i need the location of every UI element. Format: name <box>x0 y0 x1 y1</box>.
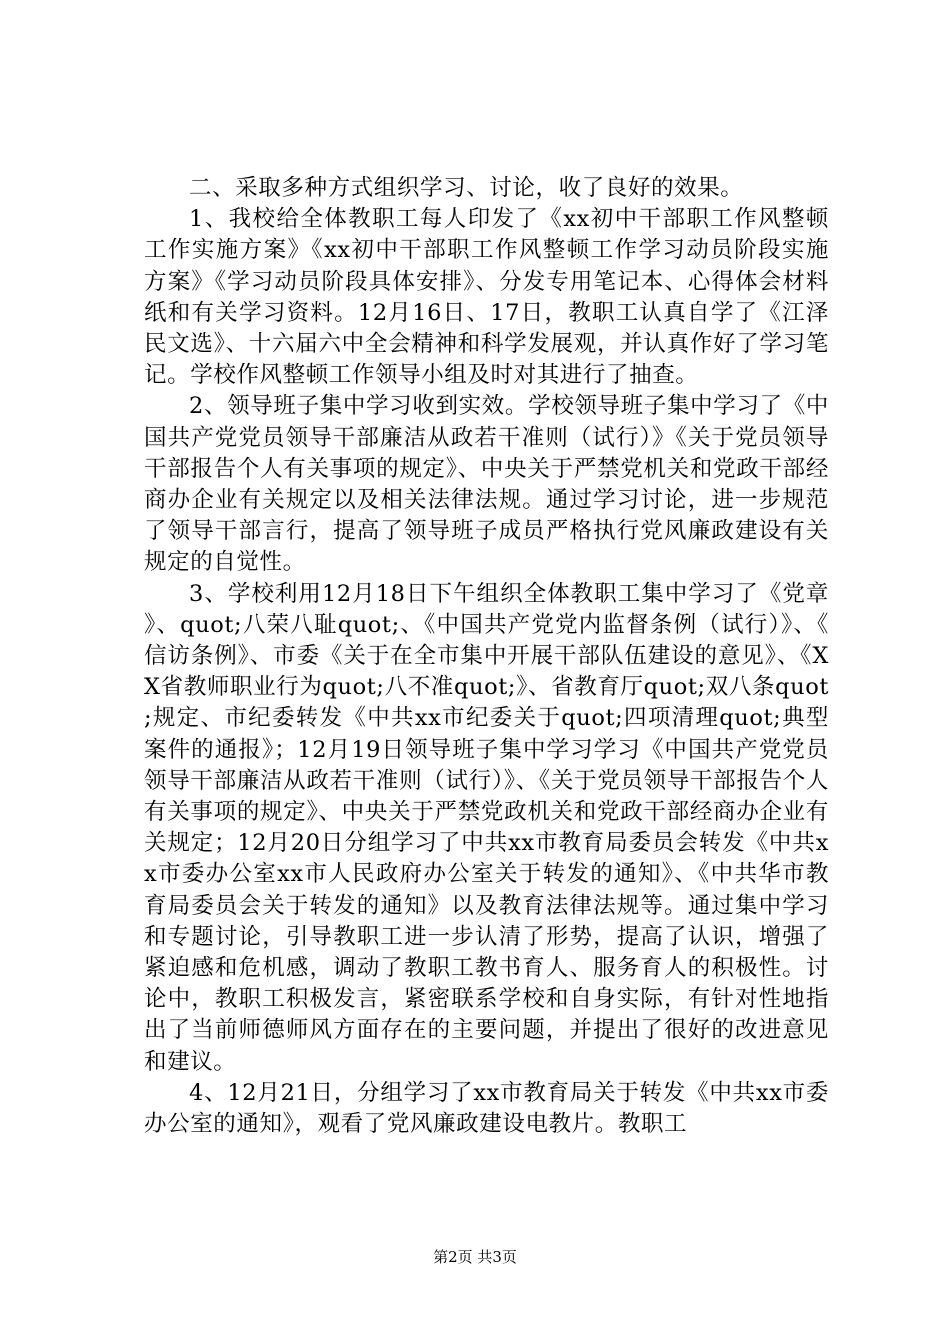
page-footer <box>0 1246 950 1267</box>
page-number: 第2页 共3页 <box>433 1248 517 1266</box>
paragraph-3: 3、学校利用12月18日下午组织全体教职工集中学习了《党章》、quot;八荣八耻quot;、《中国共产党党内监督条例（试行）》、《信访条例》、市委《关于在全市集中开展干部队伍建设的意见》、《XX省教师职业行为quot;八不准quot;》、省教育厅quot;双八条quot;规定、市纪委转发《中共xx市纪委关于quot;四项清理quot;典型案件的通报》；12月19日领导班子集中学习学习《中国共产党党员领导干部廉洁从政若干准则（试行）》、《关于党员领导干部报告个人有关事项的规定》、中央关于严禁党政机关和党政干部经商办企业有关规定；12月20日分组学习了中共xx市教育局委员会转发《中共xx市委办公室xx市人民政府办公室关于转发的通知》、《中共华市教育局委员会关于转发的通知》以及教育法律法规等。通过集中学习和专题讨论，引导教职工进一步认清了形势，提高了认识，增强了紧迫感和危机感，调动了教职工教书育人、服务育人的积极性。讨论中，教职工积极发言，紧密联系学校和自身实际，有针对性地指出了当前师德师风方面存在的主要问题，并提出了很好的改进意见和建议。 <box>144 580 829 1075</box>
heading-paragraph: 二、采取多种方式组织学习、讨论，收了良好的效果。 <box>189 175 744 201</box>
paragraph-1: 1、我校给全体教职工每人印发了《xx初中干部职工作风整顿工作实施方案》《xx初中干部职工作风整顿工作学习动员阶段实施方案》《学习动员阶段具体安排》、分发专用笔记本、心得体会材料纸和有关学习资料。12月16日、17日，教职工认真自学了《江泽民文选》、十六届六中全会精神和科学发展观，并认真作好了学习笔记。学校作风整顿工作领导小组及时对其进行了抽查。 <box>144 206 829 389</box>
document-body <box>144 173 829 1140</box>
paragraph-4: 4、12月21日，分组学习了xx市教育局关于转发《中共xx市委办公室的通知》，观看了党风廉政建设电教片。教职工 <box>144 1079 829 1138</box>
paragraph-2: 2、领导班子集中学习收到实效。学校领导班子集中学习了《中国共产党党员领导干部廉洁从政若干准则（试行）》《关于党员领导干部报告个人有关事项的规定》、中央关于严禁党机关和党政干部经商办企业有关规定以及相关法律法规。通过学习讨论，进一步规范了领导干部言行，提高了领导班子成员严格执行党风廉政建设有关规定的自觉性。 <box>144 393 829 576</box>
